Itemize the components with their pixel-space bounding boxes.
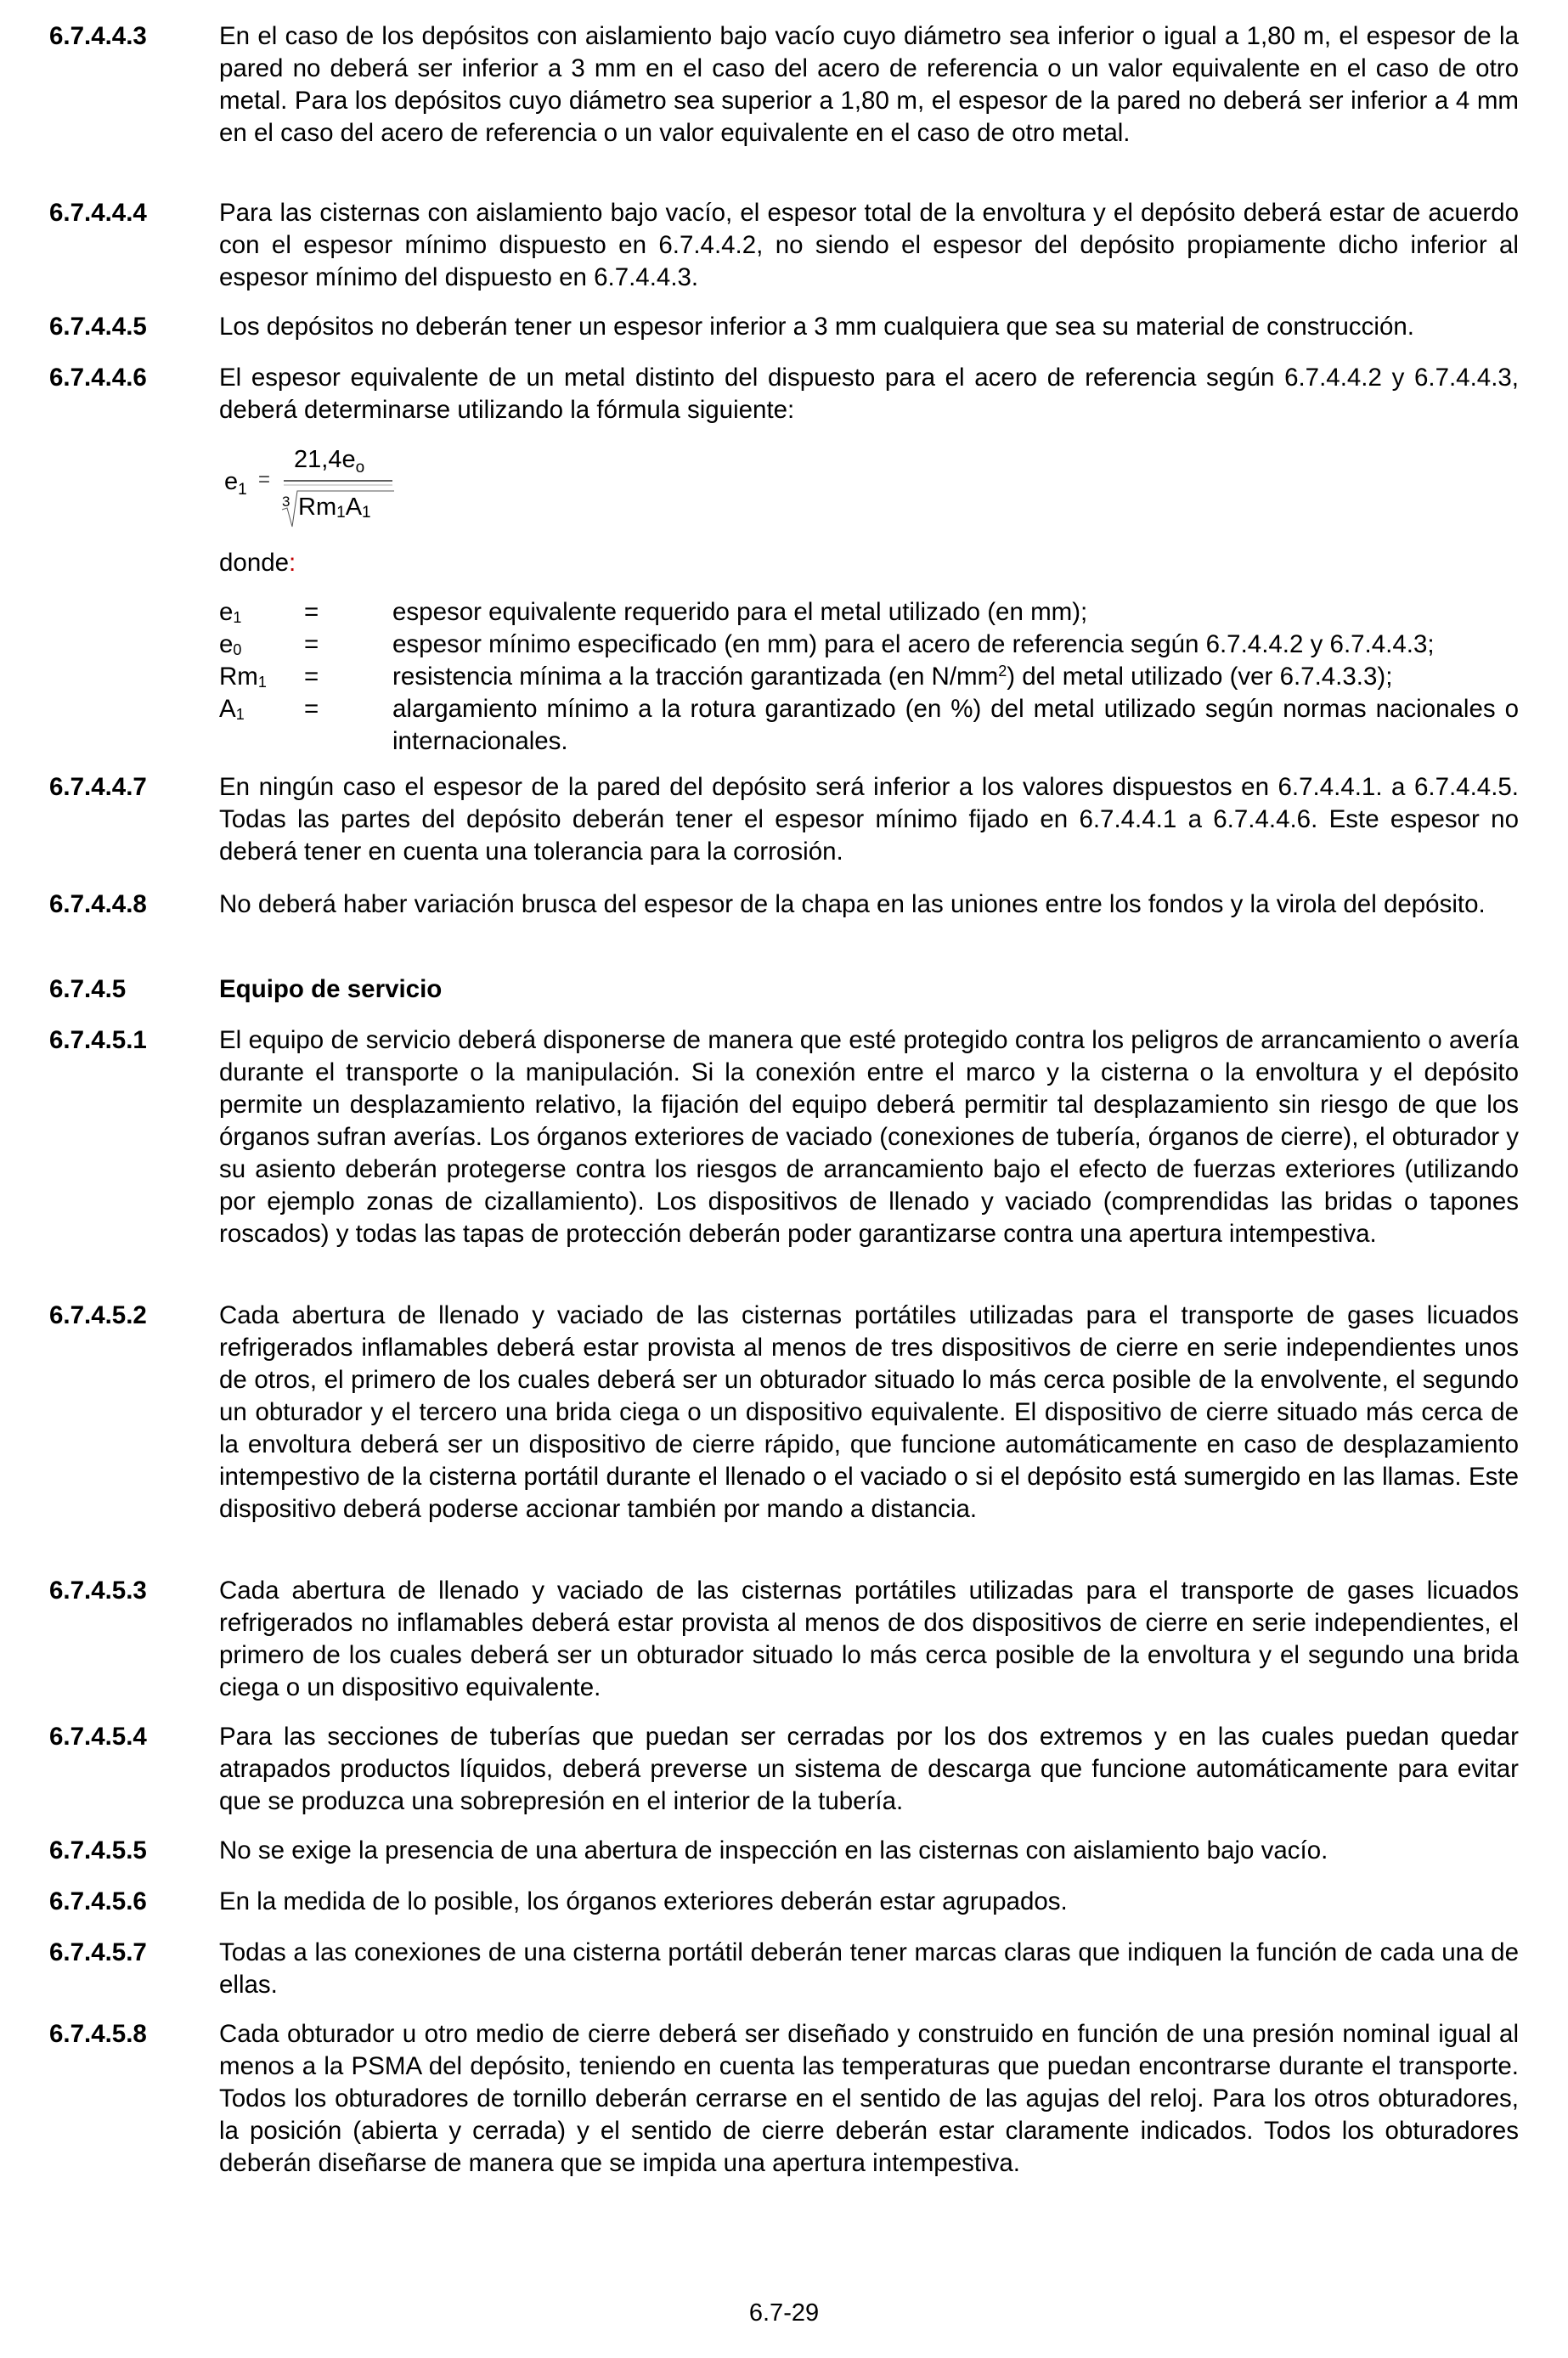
section-text: No se exige la presencia de una abertura de inspección en las cisternas con aislamiento bajo vacío. xyxy=(219,1836,1328,1864)
formula-lhs: $e_1$ xyxy=(224,468,247,499)
section-6-7-4-5-heading xyxy=(49,973,1519,1006)
definition-symbol: $Rm_1$ xyxy=(219,663,267,691)
section-text: En ningún caso el espesor de la pared del depósito será inferior a los valores dispuestos en 6.7.4.4.1. a 6.7.4.4.5. Todas las partes del depósito deberán tener el espesor mínimo fijado en 6.7.4.4.1 a 6.7.4.4.6. Este espesor no deberá tener en cuenta una tolerancia para la corrosión. xyxy=(219,773,1519,866)
definition-equals: = xyxy=(304,630,319,658)
formula-denominator: $Rm_1A_1$ xyxy=(298,494,371,522)
definition-equals: = xyxy=(304,695,319,723)
formula-equals: = xyxy=(258,468,271,491)
section-text: Para las secciones de tuberías que puedan ser cerradas por los dos extremos y en las cuales puedan quedar atrapados productos líquidos, deberá preverse un sistema de descarga que funcione automáticamente para evitar que se produzca una sobrepresión en el interior de la tubería. xyxy=(219,1723,1519,1815)
section-number: 6.7.4.4.8 xyxy=(49,890,147,918)
section-text: Cada abertura de llenado y vaciado de las cisternas portátiles utilizadas para el transporte de gases licuados refrigerados no inflamables deberá estar provista al menos de dos dispositivos de cierre en serie independientes, el primero de los cuales deberá ser un obturador situado lo más cerca posible de la envoltura y el segundo una brida ciega o un dispositivo equivalente. xyxy=(219,1577,1519,1701)
definition-equals: = xyxy=(304,663,319,691)
definition-symbol: $A_1$ xyxy=(219,695,245,723)
section-6-7-4-5-1 xyxy=(49,1024,1519,1283)
section-text: Los depósitos no deberán tener un espesor inferior a 3 mm cualquiera que sea su material de construcción. xyxy=(219,313,1414,341)
section-number: 6.7.4.5.8 xyxy=(49,2020,147,2048)
section-text: No deberá haber variación brusca del espesor de la chapa en las uniones entre los fondos y la virola del depósito. xyxy=(219,890,1486,918)
section-6-7-4-5-7 xyxy=(49,1937,1519,2001)
section-6-7-4-4-4 xyxy=(49,197,1519,294)
section-number: 6.7.4.5.5 xyxy=(49,1836,147,1864)
definition-equals: = xyxy=(304,598,319,626)
section-text: Cada obturador u otro medio de cierre deberá ser diseñado y construido en función de una presión nominal igual al menos a la PSMA del depósito, teniendo en cuenta las temperaturas que puedan encontrarse durante el transporte. Todos los obturadores de tornillo deberán cerrarse en el sentido de las agujas del reloj. Para los otros obturadores, la posición (abierta y cerrada) y el sentido de cierre deberán estar claramente indicados. Todos los obturadores deberán diseñarse de manera que se impida una apertura intempestiva. xyxy=(219,2020,1519,2177)
thickness-formula xyxy=(216,443,420,535)
section-number: 6.7.4.5.6 xyxy=(49,1887,147,1915)
definition-symbol: $e_1$ xyxy=(219,598,242,626)
section-text: Todas a las conexiones de una cisterna portátil deberán tener marcas claras que indiquen la función de cada una de ellas. xyxy=(219,1938,1519,1999)
section-text: En la medida de lo posible, los órganos exteriores deberán estar agrupados. xyxy=(219,1887,1068,1915)
section-6-7-4-5-2 xyxy=(49,1300,1519,1558)
section-6-7-4-5-4 xyxy=(49,1721,1519,1818)
section-number: 6.7.4.4.6 xyxy=(49,364,147,392)
section-number: 6.7.4.5.7 xyxy=(49,1938,147,1966)
section-number: 6.7.4.4.7 xyxy=(49,773,147,801)
section-text: Para las cisternas con aislamiento bajo vacío, el espesor total de la envoltura y el depósito deberá estar de acuerdo con el espesor mínimo dispuesto en 6.7.4.4.2, no siendo el espesor del depósito propiamente dicho inferior al espesor mínimo del dispuesto en 6.7.4.4.3. xyxy=(219,199,1519,291)
section-6-7-4-4-6 xyxy=(49,362,1519,426)
section-number: 6.7.4.5.4 xyxy=(49,1723,147,1751)
section-text: En el caso de los depósitos con aislamiento bajo vacío cuyo diámetro sea inferior o igual a 1,80 m, el espesor de la pared no deberá ser inferior a 3 mm en el caso del acero de referencia o un valor equivalente en el caso de otro metal. Para los depósitos cuyo diámetro sea superior a 1,80 m, el espesor de la pared no deberá ser inferior a 4 mm en el caso del acero de referencia o un valor equivalente en el caso de otro metal. xyxy=(219,22,1519,147)
section-6-7-4-5-5 xyxy=(49,1835,1519,1867)
formula-root-index: 3 xyxy=(282,494,290,510)
formula-numerator: $21,4e_o$ xyxy=(294,446,365,477)
section-6-7-4-4-5 xyxy=(49,311,1519,343)
definition-symbol: $e_0$ xyxy=(219,630,242,658)
section-6-7-4-5-6 xyxy=(49,1886,1519,1918)
section-number: 6.7.4.4.3 xyxy=(49,22,147,50)
section-heading: Equipo de servicio xyxy=(219,975,443,1003)
section-text: El espesor equivalente de un metal distinto del dispuesto para el acero de referencia según 6.7.4.4.2 y 6.7.4.4.3, deberá determinarse utilizando la fórmula siguiente: xyxy=(219,364,1519,424)
section-6-7-4-4-8 xyxy=(49,888,1519,953)
definition-text: alargamiento mínimo a la rotura garantizado (en %) del metal utilizado según normas nacionales o internacionales. xyxy=(392,695,1519,755)
section-number: 6.7.4.4.5 xyxy=(49,313,147,341)
section-6-7-4-4-3 xyxy=(49,20,1519,182)
donde-label: donde: xyxy=(219,549,296,577)
section-6-7-4-5-3 xyxy=(49,1575,1519,1704)
definition-text: resistencia mínima a la tracción garantizada (en $N/mm^2$) del metal utilizado (ver 6.7.4.3.3); xyxy=(392,663,1393,691)
section-text: El equipo de servicio deberá disponerse de manera que esté protegido contra los peligros de arrancamiento o avería durante el transporte o la manipulación. Si la conexión entre el marco y la cisterna o la envoltura y el depósito permite un desplazamiento relativo, la fijación del equipo deberá permitir tal desplazamiento sin riesgo de que los órganos sufran averías. Los órganos exteriores de vaciado (conexiones de tubería, órganos de cierre), el obturador y su asiento deberán protegerse contra los riesgos de arrancamiento bajo el efecto de fuerzas exteriores (utilizando por ejemplo zonas de cizallamiento). Los dispositivos de llenado y vaciado (comprendidas las bridas o tapones roscados) y todas las tapas de protección deberán poder garantizarse contra una apertura intempestiva. xyxy=(219,1026,1519,1248)
page-number: 6.7-29 xyxy=(748,2299,820,2327)
section-number: 6.7.4.5.1 xyxy=(49,1026,147,1054)
section-number: 6.7.4.5.2 xyxy=(49,1301,147,1329)
definition-text: espesor mínimo especificado (en mm) para el acero de referencia según 6.7.4.4.2 y 6.7.4.4.3; xyxy=(392,630,1435,658)
section-number: 6.7.4.5 xyxy=(49,975,127,1003)
section-number: 6.7.4.5.3 xyxy=(49,1577,147,1605)
definition-text: espesor equivalente requerido para el metal utilizado (en mm); xyxy=(392,598,1088,626)
section-6-7-4-4-7 xyxy=(49,771,1519,868)
section-text: Cada abertura de llenado y vaciado de las cisternas portátiles utilizadas para el transporte de gases licuados refrigerados inflamables deberá estar provista al menos de tres dispositivos de cierre en serie independientes unos de otros, el primero de los cuales deberá ser un obturador situado lo más cerca posible de la envolvente, el segundo un obturador y el tercero una brida ciega o un dispositivo equivalente. El dispositivo de cierre situado más cerca de la envoltura deberá ser un dispositivo de cierre rápido, que funcione automáticamente en caso de desplazamiento intempestivo de la cisterna portátil durante el llenado o el vaciado o si el depósito está sumergido en las llamas. Este dispositivo deberá poderse accionar también por mando a distancia. xyxy=(219,1301,1519,1523)
section-number: 6.7.4.4.4 xyxy=(49,199,147,227)
section-6-7-4-5-8 xyxy=(49,2018,1519,2212)
